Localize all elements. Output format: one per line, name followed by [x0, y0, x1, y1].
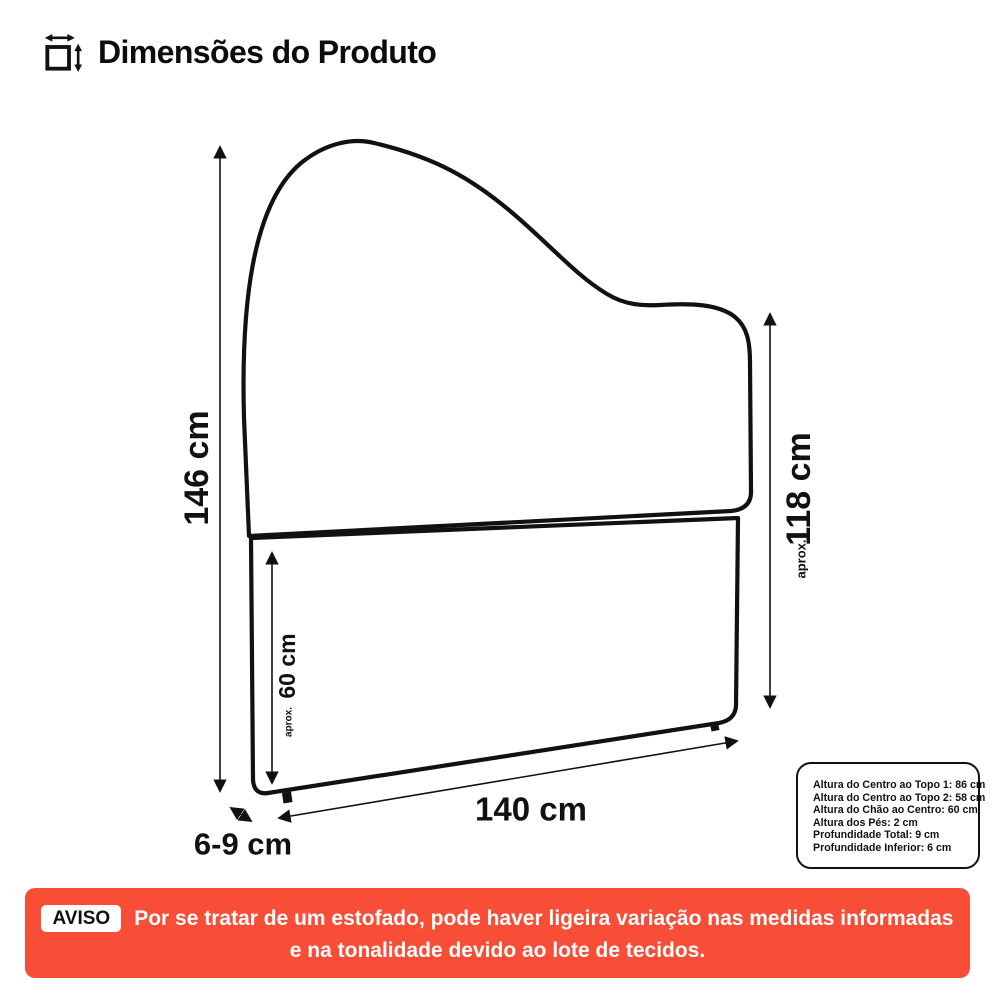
spec-line: Altura do Centro ao Topo 2: 58 cm: [813, 791, 986, 804]
headboard-lower-panel: [251, 518, 738, 793]
label-depth: 6-9 cm: [193, 826, 293, 862]
foot-right: [710, 723, 720, 732]
spec-line: Altura dos Pés: 2 cm: [813, 816, 918, 829]
page-title: Dimensões do Produto: [98, 33, 437, 70]
notice-text-line2: e na tonalidade devido ao lote de tecidos.: [289, 939, 706, 962]
headboard-upper-panel: [244, 141, 752, 536]
spec-line: Profundidade Total: 9 cm: [813, 829, 940, 842]
label-inner-height: 60 cm: [274, 633, 300, 699]
spec-line: Altura do Chão ao Centro: 60 cm: [813, 804, 978, 817]
label-total-height: 146 cm: [178, 410, 216, 526]
specs-box: [796, 762, 986, 869]
notice-banner: [25, 888, 970, 978]
notice-text-line1: Por se tratar de um estofado, pode haver ligeira variação nas medidas informadas: [134, 907, 954, 930]
foot-left: [282, 792, 293, 804]
label-right-height-prefix: aprox.: [793, 539, 809, 579]
label-width: 140 cm: [475, 790, 587, 828]
label-right-height: 118 cm: [780, 432, 818, 546]
spec-line: Altura do Centro ao Topo 1: 86 cm: [813, 779, 986, 791]
spec-line: Profundidade Inferior: 6 cm: [813, 841, 952, 854]
notice-badge: AVISO: [41, 905, 121, 932]
label-inner-height-prefix: aprox.: [283, 706, 295, 738]
notice-first-row: [41, 905, 953, 932]
dimension-line-depth: [231, 808, 251, 821]
